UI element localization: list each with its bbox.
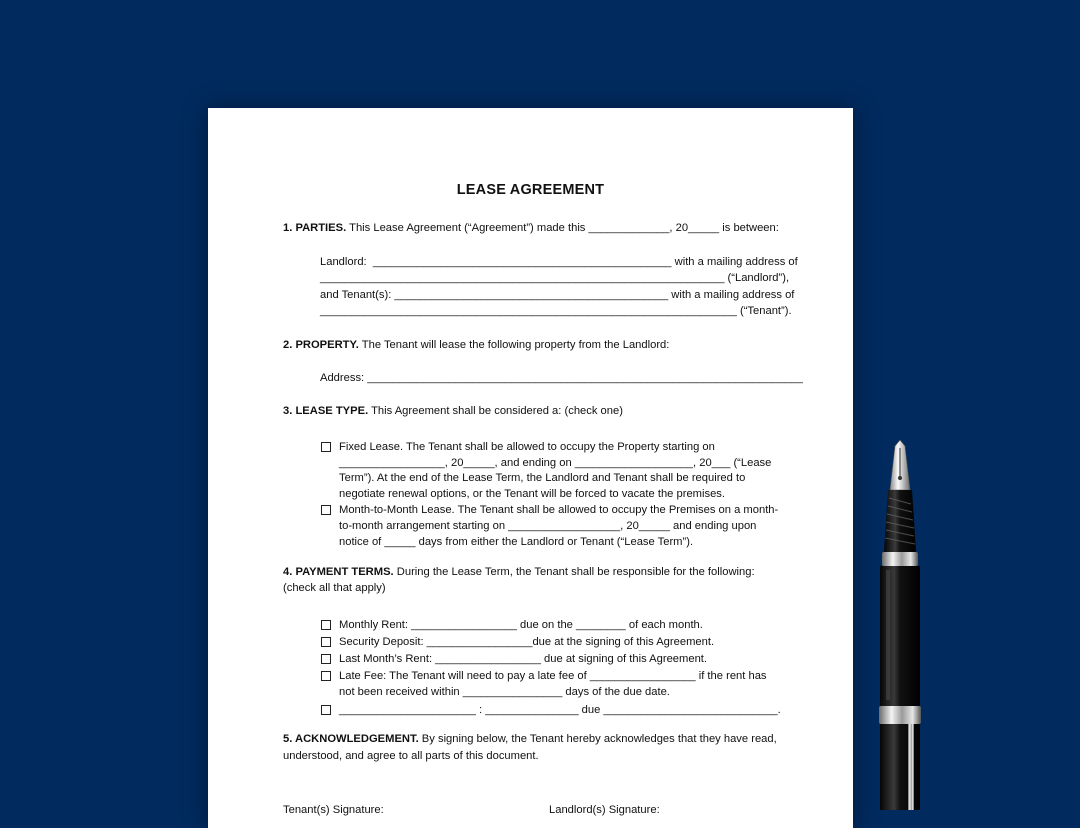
section-heading: 4. PAYMENT TERMS.	[283, 566, 394, 578]
fixed-lease-text: _________________, 20_____, and ending on ___________________, 20___ (“Lease	[339, 457, 772, 469]
section-heading: 2. PROPERTY.	[283, 339, 359, 351]
fountain-pen-icon	[860, 440, 940, 810]
section-text-cont: (check all that apply)	[283, 582, 386, 594]
section-text-cont: understood, and agree to all parts of this document.	[283, 750, 539, 762]
month-to-month-text: Month-to-Month Lease. The Tenant shall be allowed to occupy the Premises on a month-	[339, 504, 779, 516]
section-text: The Tenant will lease the following property from the Landlord:	[358, 339, 670, 351]
section-acknowledgement	[283, 732, 777, 746]
address-line: Address: ______________________________________________________________________	[320, 372, 803, 384]
other-charge-checkbox[interactable]	[321, 705, 331, 715]
fixed-lease-text: negotiate renewal options, or the Tenant will be forced to vacate the premises.	[339, 488, 725, 500]
document-page	[208, 108, 853, 828]
landlord-line: Landlord: ________________________________________________ with a mailing address of	[320, 256, 798, 268]
section-heading: 5. ACKNOWLEDGEMENT.	[283, 733, 419, 745]
section-text: By signing below, the Tenant hereby acknowledges that they have read,	[418, 733, 777, 745]
month-to-month-text: notice of _____ days from either the Landlord or Tenant (“Lease Term”).	[339, 536, 694, 548]
section-heading: 1. PARTIES.	[283, 222, 347, 234]
month-to-month-text: to-month arrangement starting on __________________, 20_____ and ending upon	[339, 520, 757, 532]
monthly-rent-checkbox[interactable]	[321, 620, 331, 630]
section-lease-type	[283, 404, 623, 418]
fixed-lease-checkbox[interactable]	[321, 442, 331, 452]
month-to-month-checkbox[interactable]	[321, 505, 331, 515]
tenant-line-cont: ___________________________________________________________________ (“Tenant”).	[320, 305, 792, 317]
last-month-rent-checkbox[interactable]	[321, 654, 331, 664]
section-heading: 3. LEASE TYPE.	[283, 405, 369, 417]
fixed-lease-text: Term”). At the end of the Lease Term, the Landlord and Tenant shall be required to	[339, 472, 746, 484]
security-deposit-text: Security Deposit: _________________due at the signing of this Agreement.	[339, 636, 715, 648]
landlord-signature-label: Landlord(s) Signature:	[549, 804, 660, 816]
document-title: LEASE AGREEMENT	[456, 182, 605, 198]
late-fee-checkbox[interactable]	[321, 671, 331, 681]
late-fee-text: not been received within ________________ days of the due date.	[339, 686, 670, 698]
tenant-signature-label: Tenant(s) Signature:	[283, 804, 384, 816]
tenant-line: and Tenant(s): ____________________________________________ with a mailing address of	[320, 289, 795, 301]
last-month-rent-text: Last Month’s Rent: _________________ due at signing of this Agreement.	[339, 653, 708, 665]
monthly-rent-text: Monthly Rent: _________________ due on the ________ of each month.	[339, 619, 703, 631]
security-deposit-checkbox[interactable]	[321, 637, 331, 647]
section-text: This Lease Agreement (“Agreement”) made this _____________, 20_____ is between:	[346, 222, 779, 234]
fixed-lease-text: Fixed Lease. The Tenant shall be allowed to occupy the Property starting on	[339, 441, 715, 453]
lease-document	[208, 108, 853, 828]
section-payment-terms	[283, 565, 755, 579]
section-text: This Agreement shall be considered a: (check one)	[368, 405, 623, 417]
section-parties	[283, 221, 779, 235]
landlord-line-cont: _________________________________________________________________ (“Landlord”),	[320, 272, 790, 284]
other-charge-text: ______________________ : _______________ due ____________________________.	[339, 704, 781, 716]
section-property	[283, 338, 669, 352]
late-fee-text: Late Fee: The Tenant will need to pay a late fee of _________________ if the rent has	[339, 670, 767, 682]
section-text: During the Lease Term, the Tenant shall be responsible for the following:	[393, 566, 755, 578]
